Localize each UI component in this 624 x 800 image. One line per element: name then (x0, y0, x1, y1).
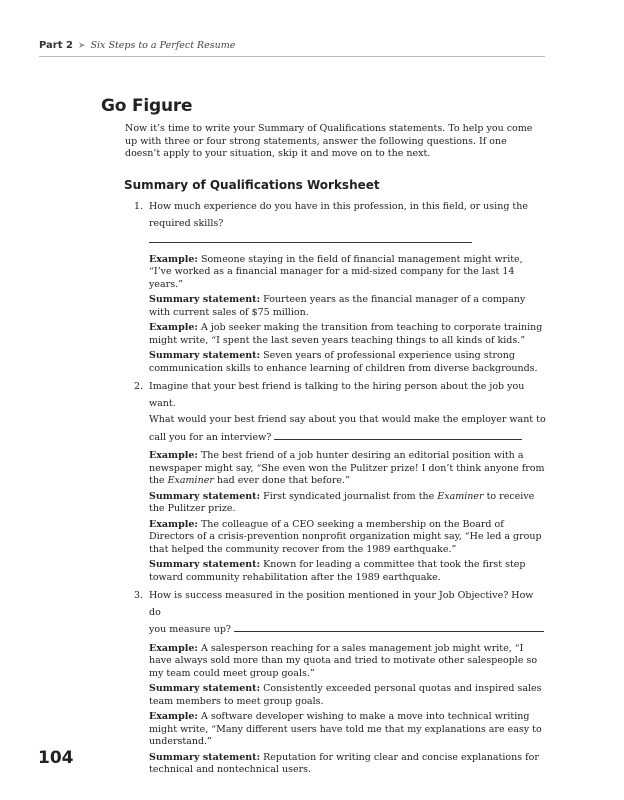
worksheet (134, 199, 547, 777)
summary-block (149, 683, 547, 708)
question-number: 3. (134, 590, 144, 601)
question-number: 2. (134, 381, 144, 392)
example-label: Example: (149, 642, 198, 654)
summary-block (149, 559, 547, 584)
summary-block (149, 350, 547, 375)
summary-label: Summary statement: (149, 350, 261, 361)
summary-label: Summary statement: (149, 490, 261, 502)
newspaper-name: Examiner (167, 475, 214, 486)
answer-blank[interactable] (234, 621, 544, 632)
example-label: Example: (149, 322, 198, 333)
summary-block (149, 294, 547, 319)
example-block (149, 643, 547, 681)
example-label: Example: (149, 518, 198, 530)
summary-block (149, 491, 547, 516)
running-head (39, 40, 545, 57)
question-text: How much experience do you have in this profession, in this field, or using the required skills? (149, 201, 528, 229)
question-number: 1. (134, 201, 144, 212)
example-block (149, 519, 547, 557)
summary-text: Seven years of professional experience using strong communication skills to enhance learning of children from diverse backgrounds. (149, 350, 538, 374)
book-title: Six Steps to a Perfect Resume (90, 40, 236, 51)
worksheet-title: Summary of Qualifications Worksheet (124, 178, 380, 192)
summary-text: Consistently exceeded personal quotas and inspired sales team members to meet group goals. (149, 683, 542, 707)
summary-label: Summary statement: (149, 751, 261, 763)
question-1 (134, 199, 547, 250)
question-2 (134, 379, 547, 446)
newspaper-name: Examiner (437, 490, 484, 502)
example-block (149, 254, 547, 292)
summary-text: to receive the Pulitzer prize. (149, 490, 535, 514)
summary-text: Fourteen years as the financial manager of a company with current sales of $75 million. (149, 294, 526, 318)
example-label: Example: (149, 711, 198, 722)
page-number: 104 (38, 748, 74, 768)
question-3 (134, 588, 547, 639)
example-text: had ever done that before.” (213, 475, 350, 486)
part-label: Part 2 (39, 40, 73, 51)
summary-label: Summary statement: (149, 559, 261, 570)
example-text: Someone staying in the field of financial management might write, “I’ve worked as a financial manager for a mid-sized company for the last 14 years.” (149, 253, 523, 290)
example-block (149, 711, 547, 749)
section-title: Go Figure (101, 96, 193, 116)
example-text: A software developer wishing to make a move into technical writing might write, “Many different users have told me that my explanations are easy to understand.” (149, 711, 542, 747)
summary-text: Reputation for writing clear and concise explanations for technical and nontechnical users. (149, 751, 539, 775)
summary-label: Summary statement: (149, 683, 261, 694)
example-label: Example: (149, 450, 198, 461)
intro-paragraph: Now it’s time to write your Summary of Qualifications statements. To help you come up with three or four strong statements, answer the following questions. If one doesn’t apply to your situation, skip it and move on to the next. (125, 123, 533, 159)
summary-block (149, 752, 547, 777)
question-text-line: Imagine that your best friend is talking to the hiring person about the job you want. (149, 381, 525, 409)
example-text: The best friend of a job hunter desiring an editorial position with a newspaper might say, “She even won the Pulitzer prize! I don’t think anyone from the (149, 450, 545, 486)
arrow-right-icon: ➤ (77, 41, 86, 51)
question-text-line: you measure up? (149, 624, 231, 635)
answer-blank[interactable] (149, 232, 472, 243)
summary-text: Known for leading a committee that took the first step toward community rehabilitation after the 1989 earthquake. (149, 559, 526, 583)
example-block (149, 322, 547, 347)
question-text-line: call you for an interview? (149, 431, 272, 443)
question-text-line: How is success measured in the position mentioned in your Job Objective? How do (149, 590, 534, 618)
example-text: A salesperson reaching for a sales management job might write, “I have always sold more than my quota and tried to motivate other salespeople so my team could meet group goals.” (149, 642, 538, 679)
answer-blank[interactable] (274, 429, 522, 440)
question-text-line: What would your best friend say about you that would make the employer want to (149, 414, 546, 425)
summary-label: Summary statement: (149, 294, 261, 305)
summary-text: First syndicated journalist from the (263, 490, 438, 502)
example-label: Example: (149, 253, 198, 265)
example-text: A job seeker making the transition from teaching to corporate training might write, “I spent the last seven years teaching things to all kinds of kids.” (149, 322, 543, 346)
example-block (149, 450, 547, 488)
example-text: The colleague of a CEO seeking a membership on the Board of Directors of a crisis-prevention nonprofit organization might say, “He led a group that helped the community recover from the 1989 earthquake.” (149, 518, 542, 555)
